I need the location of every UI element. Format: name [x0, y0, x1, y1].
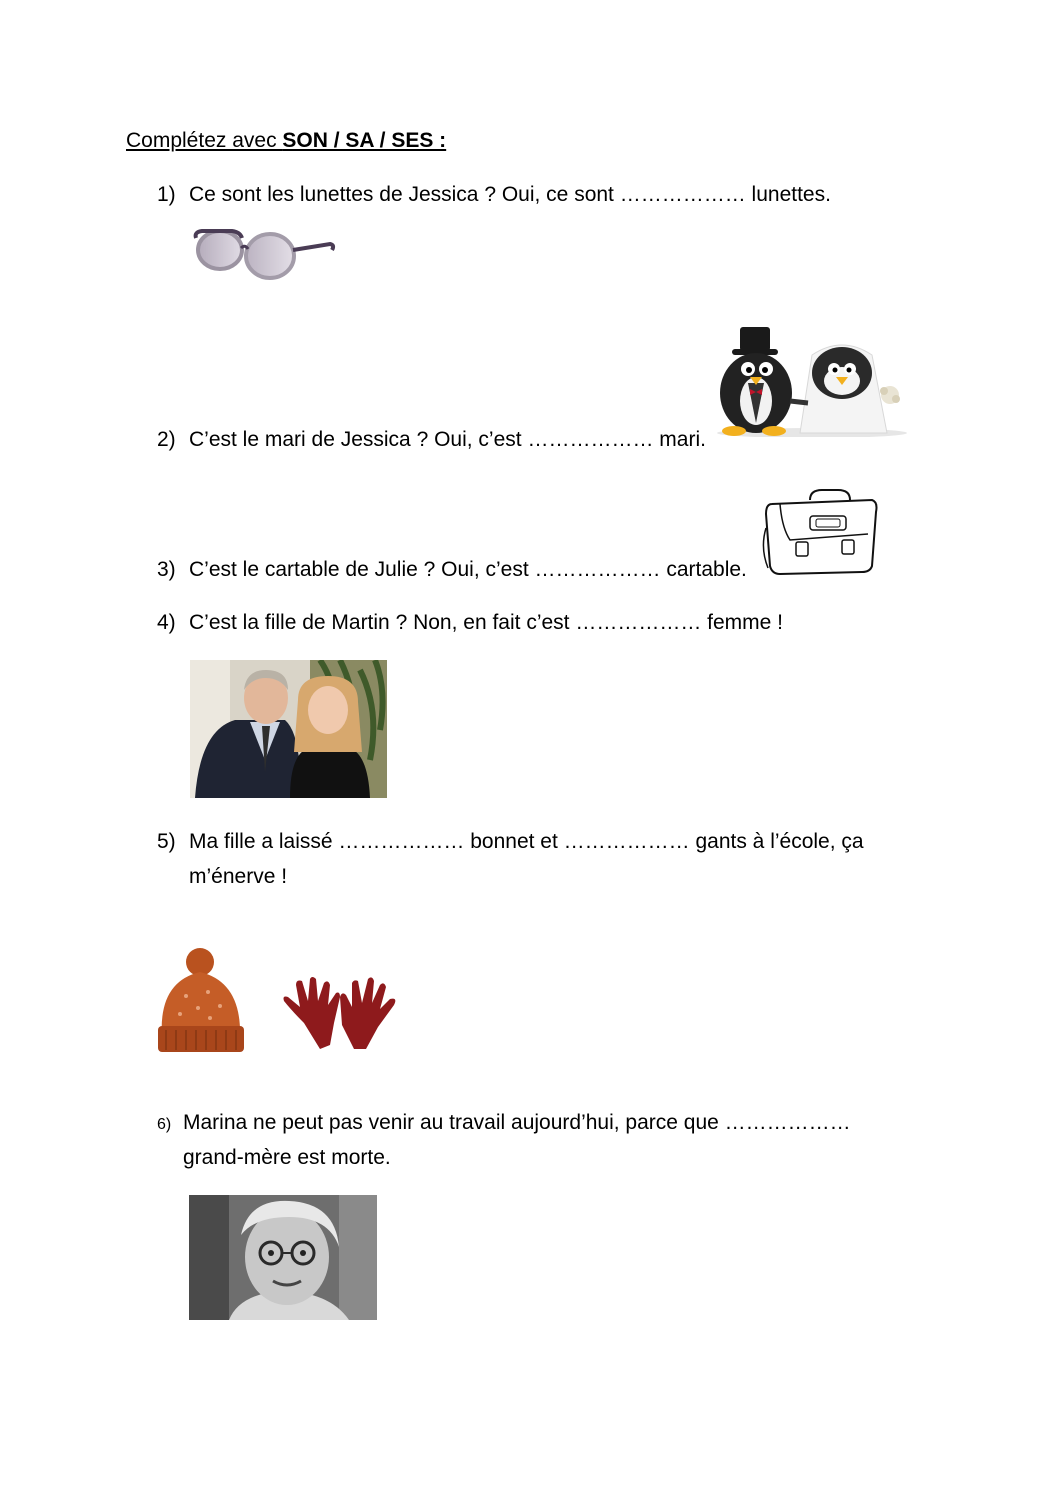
question-text: C’est le cartable de Julie ? Oui, c’est ……………… cartable.: [189, 558, 747, 581]
question-2: [157, 427, 706, 453]
worksheet-title: [126, 128, 446, 154]
title-bold: SON / SA / SES :: [282, 129, 447, 152]
question-number: 1): [157, 183, 176, 206]
couple-photo: [190, 660, 387, 798]
question-text: Ce sont les lunettes de Jessica ? Oui, ce sont ……………… lunettes.: [189, 183, 831, 206]
question-6: [157, 1110, 851, 1138]
question-number: 4): [157, 611, 176, 634]
question-number: 6): [157, 1116, 172, 1133]
question-text-line-1: Ma fille a laissé ……………… bonnet et ……………… gants à l’école, ça: [189, 830, 864, 853]
school-bag-icon: [760, 488, 880, 580]
grandmother-photo: [189, 1195, 377, 1320]
glasses-icon: [192, 222, 337, 288]
question-text: C’est le mari de Jessica ? Oui, c’est ……………… mari.: [189, 428, 706, 451]
question-text-line-1: Marina ne peut pas venir au travail aujourd’hui, parce que ………………: [183, 1111, 851, 1134]
question-5-continuation: m’énerve !: [189, 865, 288, 888]
question-number: 3): [157, 558, 176, 581]
gloves-icon: [282, 975, 398, 1051]
question-5: [157, 829, 864, 855]
question-1: [157, 182, 831, 208]
title-prefix: Complétez avec: [126, 129, 283, 152]
question-3: [157, 557, 747, 583]
question-6-continuation: grand-mère est morte.: [183, 1146, 391, 1169]
question-4: [157, 610, 783, 636]
question-number: 2): [157, 428, 176, 451]
question-text: C’est la fille de Martin ? Non, en fait c’est ……………… femme !: [189, 611, 784, 634]
wool-hat-icon: [152, 946, 250, 1056]
penguin-couple-icon: [712, 325, 912, 437]
question-number: 5): [157, 830, 176, 853]
